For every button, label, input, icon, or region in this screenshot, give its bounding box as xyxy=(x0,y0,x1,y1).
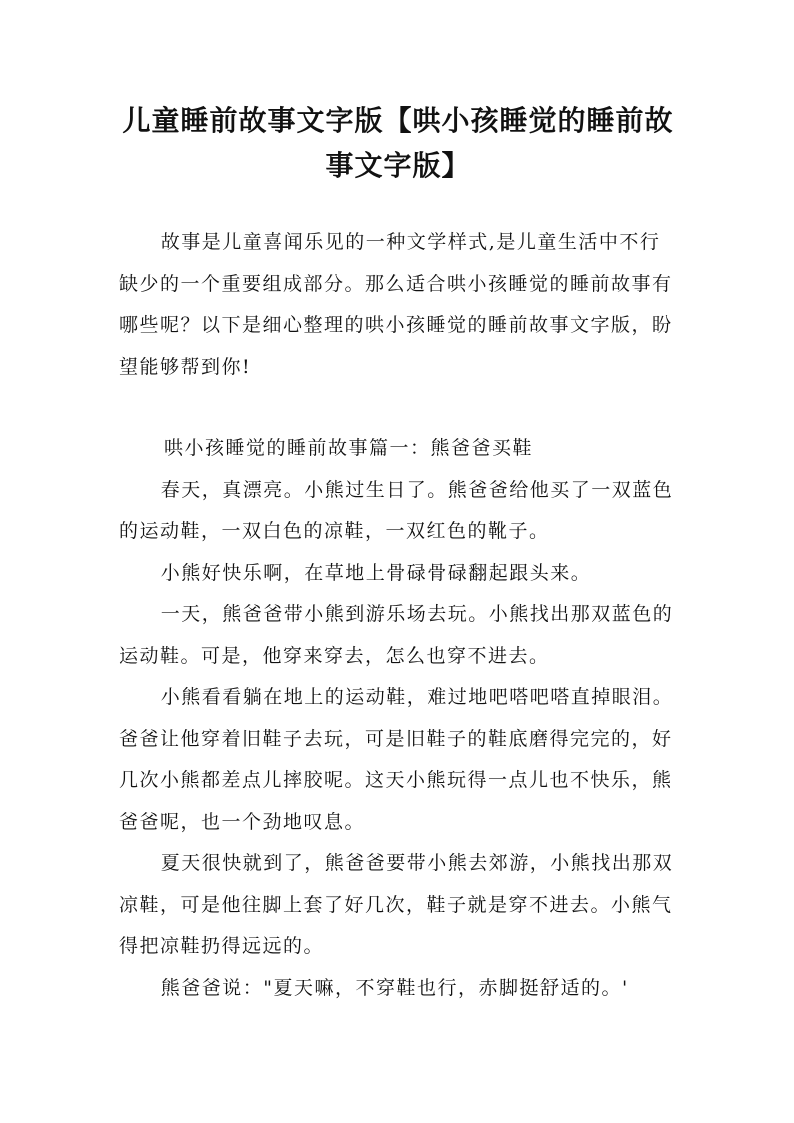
story-heading: 哄小孩睡觉的睡前故事篇一：熊爸爸买鞋 xyxy=(164,437,534,459)
intro-section xyxy=(119,222,679,388)
story-paragraph: 春天，真漂亮。小熊过生日了。熊爸爸给他买了一双蓝色的运动鞋，一双白色的凉鞋，一双红色的靴子。 xyxy=(119,478,674,542)
story-paragraph: 小熊看看躺在地上的运动鞋，难过地吧嗒吧嗒直掉眼泪。爸爸让他穿着旧鞋子去玩，可是旧鞋子的鞋底磨得完完的，好几次小熊都差点儿摔胶呢。这天小熊玩得一点儿也不快乐，熊爸爸呢，也一个劲地叹息。 xyxy=(119,686,674,833)
story-section xyxy=(119,428,679,1009)
document-title: 儿童睡前故事文字版【哄小孩睡觉的睡前故事文字版】 xyxy=(122,104,674,182)
story-paragraph: 小熊好快乐啊，在草地上骨碌骨碌翻起跟头来。 xyxy=(160,561,592,584)
story-paragraph: 一天，熊爸爸带小熊到游乐场去玩。小熊找出那双蓝色的运动鞋。可是，他穿来穿去，怎么也穿不进去。 xyxy=(119,603,674,667)
story-paragraph: 夏天很快就到了，熊爸爸要带小熊去郊游，小熊找出那双凉鞋，可是他往脚上套了好几次，鞋子就是穿不进去。小熊气得把凉鞋扔得远远的。 xyxy=(119,852,674,957)
intro-paragraph: 故事是儿童喜闻乐见的一种文学样式,是儿童生活中不行缺少的一个重要组成部分。那么适合哄小孩睡觉的睡前故事有哪些呢？以下是细心整理的哄小孩睡觉的睡前故事文字版，盼望能够帮到你! xyxy=(119,231,673,378)
story-paragraph: 熊爸爸说："夏天嘛，不穿鞋也行，赤脚挺舒适的。' xyxy=(160,976,629,999)
